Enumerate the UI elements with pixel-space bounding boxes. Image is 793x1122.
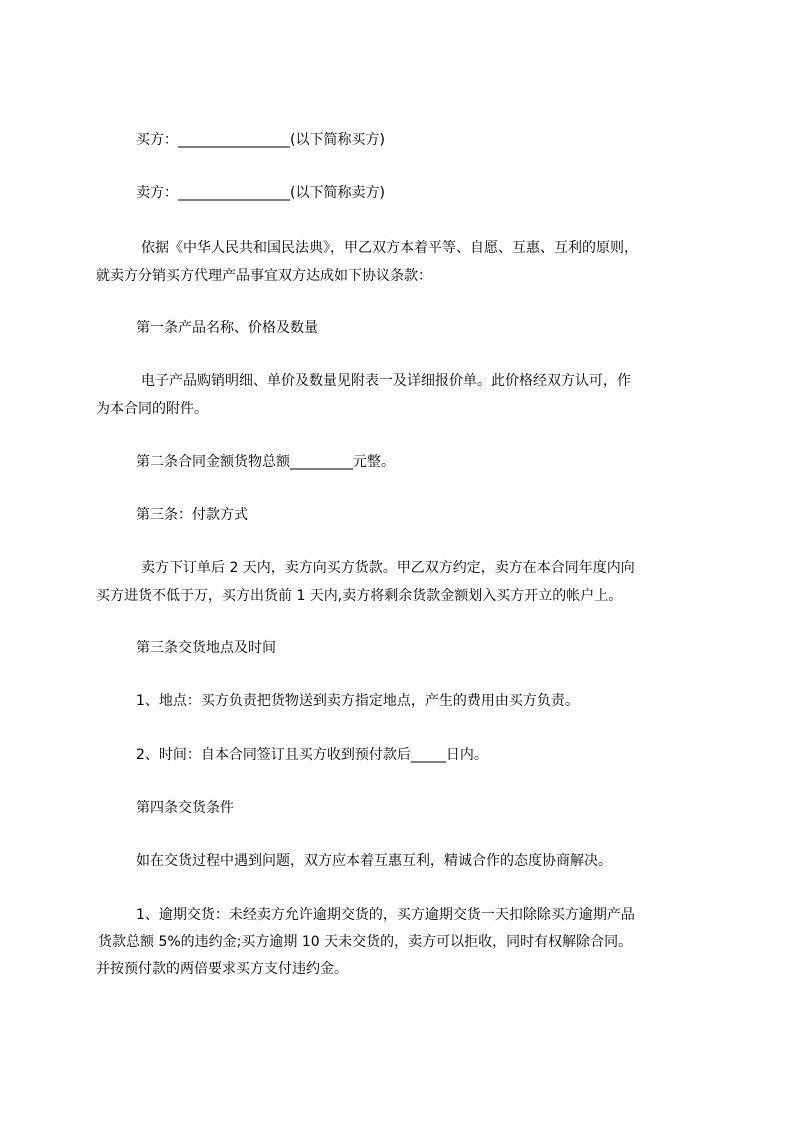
location-clause-text: 1、地点：买方负责把货物送到卖方指定地点，产生的费用由买方负责。 <box>136 693 579 709</box>
article2-title-text: 第二条合同金额货物总额_________元整。 <box>136 454 395 470</box>
article1-body-line-1: 电子产品购销明细、单价及数量见附表一及详细报价单。此价格经双方认可，作 <box>141 373 631 389</box>
article3-body-line-2: 买方进货不低于万，买方出货前 1 天内,卖方将剩余货款金额划入买方开立的帐户上。 <box>96 588 623 604</box>
article3b-title-text: 第三条交货地点及时间 <box>136 640 276 656</box>
overdue-clause-line-3: 并按预付款的两倍要求买方支付违约金。 <box>96 961 348 977</box>
intro-line-2: 就卖方分销买方代理产品事宜双方达成如下协议条款： <box>96 268 432 284</box>
article1-body <box>0 369 793 417</box>
article3-body <box>0 556 793 604</box>
intro-paragraph <box>0 236 793 284</box>
seller-line-text: 卖方：________________(以下简称卖方) <box>136 185 385 201</box>
overdue-clause-line-2: 货款总额 5%的违约金;买方逾期 10 天未交货的，卖方可以拒收，同时有权解除合同。 <box>98 934 633 950</box>
overdue-clause <box>0 903 793 979</box>
time-clause-text: 2、时间：自本合同签订且买方收到预付款后_____日内。 <box>136 747 488 763</box>
buyer-line-text: 买方：________________(以下简称买方) <box>136 132 385 148</box>
article1-title-text: 第一条产品名称、价格及数量 <box>136 320 318 336</box>
article3-title-text: 第三条：付款方式 <box>136 507 248 523</box>
article1-body-line-2: 为本合同的附件。 <box>96 401 208 417</box>
overdue-clause-line-1: 1、逾期交货：未经卖方允许逾期交货的，买方逾期交货一天扣除除买方逾期产品 <box>136 907 635 923</box>
article4-title-text: 第四条交货条件 <box>136 800 234 816</box>
article4-body-text: 如在交货过程中遇到问题，双方应本着互惠互利，精诚合作的态度协商解决。 <box>136 853 612 869</box>
intro-line-1: 依据《中华人民共和国民法典》，甲乙双方本着平等、自愿、互惠、互利的原则， <box>141 240 638 256</box>
article3-body-line-1: 卖方下订单后 2 天内，卖方向买方货款。甲乙双方约定，卖方在本合同年度内向 <box>141 560 635 576</box>
